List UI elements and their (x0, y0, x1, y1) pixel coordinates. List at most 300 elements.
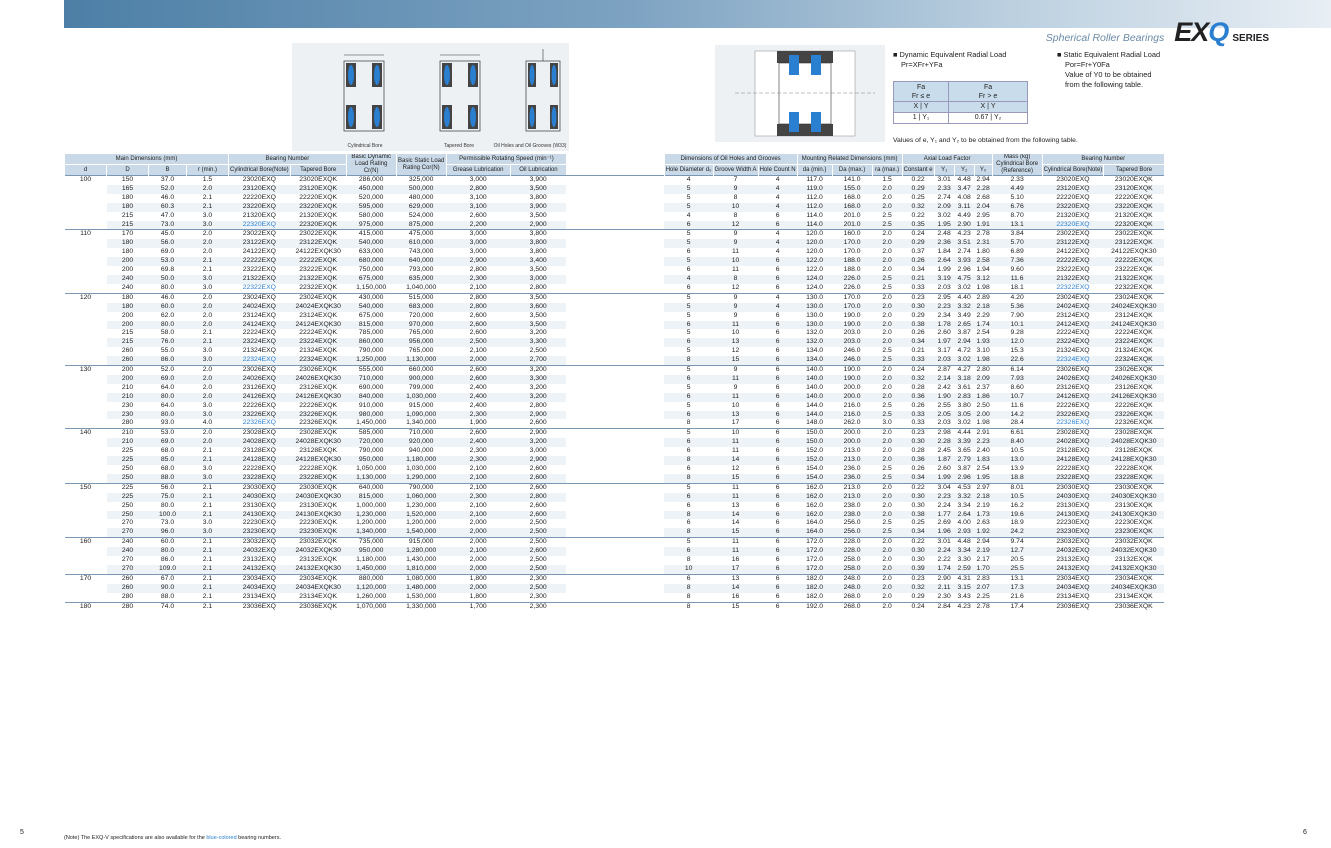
cell-Da: 226.0 (843, 283, 861, 291)
cell-e: 0.28 (911, 447, 925, 455)
cell-y2: 4.23 (954, 230, 974, 239)
cell-holecount: 6 (758, 493, 797, 502)
cell-e: 0.34 (902, 338, 934, 347)
cell-mass: 13.1 (992, 221, 1042, 230)
cell-gap (566, 257, 664, 266)
cell-cyl2: 23026EXQ (1042, 366, 1104, 375)
cell-y2: 3.87 (957, 465, 971, 472)
cell-B: 74.0 (149, 602, 187, 611)
cell-y2: 4.48 (954, 538, 974, 547)
cell-grease: 2,200 (446, 221, 510, 230)
cell-tap: 23030EXQK (290, 483, 346, 492)
cell-mass: 5.70 (992, 239, 1042, 248)
cell-grease: 2,800 (446, 185, 510, 194)
cell-y1: 2.09 (934, 203, 954, 212)
cell-r: 2.1 (202, 556, 213, 564)
cell-y1: 2.48 (934, 230, 954, 239)
cell-y1: 2.87 (934, 366, 954, 375)
cell-cyl2: 23036EXQ (1042, 602, 1104, 611)
cell-D: 260 (107, 574, 149, 583)
cell-r: 2.1 (187, 584, 229, 593)
cell-B: 73.0 (160, 519, 175, 527)
cell-da: 122.0 (797, 257, 832, 266)
cell-holecount: 6 (758, 565, 797, 574)
cell-y1: 1.78 (934, 321, 954, 330)
cell-cyl: 24034EXQ (229, 584, 291, 593)
brand-series: SERIES (1232, 33, 1269, 44)
cell-cyl: 22220EXQ (242, 193, 276, 201)
cell-holecount: 6 (775, 211, 780, 219)
cell-r: 2.0 (187, 303, 229, 312)
cell-tap: 23132EXQK (299, 556, 338, 564)
cell-e: 0.22 (902, 538, 934, 547)
cell-cyl: 23130EXQ (242, 501, 276, 509)
cell-mass: 10.5 (1010, 447, 1024, 455)
cell-tap: 24030EXQK30 (290, 493, 346, 502)
cell-oil: 3,000 (529, 447, 547, 455)
cell-r: 1.5 (187, 176, 229, 185)
cell-cyl2: 23024EXQ (1042, 293, 1104, 302)
cell-y0: 2.17 (976, 556, 990, 564)
cell-cyl2: 24032EXQ (1042, 547, 1104, 556)
cell-mass: 8.60 (1010, 383, 1024, 391)
cell-e: 0.37 (911, 248, 925, 256)
th-mount: Mounting Related Dimensions (mm) (797, 154, 902, 165)
cell-y2: 2.96 (954, 474, 974, 483)
cell-r: 2.0 (202, 383, 213, 391)
cell-stat: 1,330,000 (396, 602, 446, 611)
cell-stat: 1,340,000 (406, 419, 437, 427)
cell-ra: 2.0 (882, 556, 892, 564)
table-row (65, 411, 1164, 420)
cell-B: 60.0 (149, 303, 187, 312)
cell-dyn: 860,000 (346, 338, 396, 347)
cell-e: 0.34 (902, 474, 934, 483)
cell-y2: 2.79 (954, 456, 974, 465)
cell-e: 0.26 (911, 465, 925, 472)
cell-y2: 4.00 (957, 519, 971, 527)
cell-r: 3.0 (202, 283, 213, 291)
cell-e: 0.26 (911, 329, 925, 337)
cell-e: 0.33 (902, 411, 934, 420)
cell-stat: 793,000 (408, 266, 434, 274)
cell-cyl: 23028EXQ (229, 429, 291, 438)
cell-holecount: 6 (775, 556, 780, 564)
cell-r: 2.0 (187, 393, 229, 402)
cell-oil: 2,600 (529, 501, 547, 509)
cell-holecount: 6 (758, 538, 797, 547)
cell-gap (566, 212, 664, 221)
cell-tap2: 23132EXQK (1114, 556, 1153, 564)
cell-y2: 2.65 (954, 321, 974, 330)
cell-y0: 2.95 (976, 211, 990, 219)
cell-holecount: 6 (775, 447, 780, 455)
cell-y1: 2.03 (937, 283, 951, 291)
x2-label: X (980, 103, 986, 110)
cell-Da: 268.0 (832, 602, 872, 611)
table-row (65, 593, 1164, 602)
cell-grease: 3,000 (446, 239, 510, 248)
x-head: X | Y (894, 102, 949, 113)
cell-y2: 3.47 (954, 185, 974, 194)
th-hole: Hole Diameter d₀ (664, 165, 713, 176)
cell-dyn: 840,000 (346, 393, 396, 402)
cell-cyl: 21320EXQ (242, 211, 276, 219)
cell-gap (566, 493, 664, 502)
cell-grease: 1,700 (446, 602, 510, 611)
cell-gap (566, 483, 664, 492)
cell-tap2: 23024EXQK (1104, 293, 1164, 302)
cell-Da: 216.0 (843, 401, 861, 409)
cell-y0: 2.18 (974, 493, 992, 502)
cell-holecount: 6 (758, 275, 797, 284)
cell-holecount: 4 (775, 193, 780, 201)
th-Da: Da (max.) (832, 165, 872, 176)
cell-y2: 3.18 (954, 375, 974, 384)
x2: 0.67 (974, 114, 989, 121)
cell-cyl: 22320EXQ (229, 221, 291, 230)
cell-cyl2: 22224EXQ (1056, 329, 1090, 337)
cell-B: 37.0 (149, 176, 187, 185)
cell-da: 172.0 (806, 556, 824, 564)
cell-grease: 2,300 (446, 456, 510, 465)
page-number-right: 6 (1303, 829, 1307, 836)
cell-stat: 610,000 (396, 239, 446, 248)
cell-y1: 3.01 (934, 176, 954, 185)
cell-D: 270 (107, 528, 149, 537)
cell-y2: 3.34 (954, 547, 974, 556)
cell-y2: 3.43 (957, 592, 971, 600)
cell-B: 53.0 (149, 257, 187, 266)
cell-dyn: 1,000,000 (356, 501, 387, 509)
cell-Da: 200.0 (832, 438, 872, 447)
cell-grease: 1,900 (469, 419, 487, 427)
cell-gap (566, 429, 664, 438)
cell-r: 2.0 (187, 230, 229, 239)
cell-r: 2.1 (202, 447, 213, 455)
cell-B: 86.0 (160, 556, 175, 564)
cell-gap (566, 447, 664, 456)
table-row (65, 556, 1164, 565)
cell-dyn: 690,000 (358, 383, 384, 391)
y2-label: Y (990, 103, 996, 110)
cell-dyn: 1,150,000 (356, 283, 387, 291)
cell-e: 0.32 (902, 203, 934, 212)
cell-cyl2: 24124EXQ (1042, 321, 1104, 330)
cell-D: 260 (107, 356, 149, 365)
cell-grease: 2,300 (446, 275, 510, 284)
cell-y1: 2.69 (937, 519, 951, 527)
cell-mass: 8.40 (992, 438, 1042, 447)
cell-D: 280 (107, 602, 149, 611)
cell-mass: 8.01 (992, 483, 1042, 492)
cell-tap2: 24128EXQK30 (1104, 456, 1164, 465)
cell-D: 170 (107, 230, 149, 239)
cell-gap (566, 293, 664, 302)
cell-tap: 23036EXQK (290, 602, 346, 611)
x1-label: X (913, 103, 919, 110)
cell-ra: 2.5 (882, 519, 892, 527)
cell-tap2: 22320EXQK (1104, 221, 1164, 230)
cell-y2: 2.90 (954, 221, 974, 230)
cell-y0: 2.29 (976, 311, 990, 319)
cell-cyl2: 23020EXQ (1042, 176, 1104, 185)
cell-cyl2: 23220EXQ (1042, 203, 1104, 212)
brand-wordmark (1174, 17, 1228, 48)
cell-r: 2.0 (187, 185, 229, 194)
cell-y2: 4.48 (954, 176, 974, 185)
cell-Da: 216.0 (832, 411, 872, 420)
cell-groove: 13 (731, 501, 740, 509)
cell-y0: 1.98 (976, 283, 990, 291)
cell-cyl: 23024EXQ (229, 293, 291, 302)
cell-mass: 7.93 (992, 375, 1042, 384)
cell-groove: 12 (731, 465, 740, 472)
cell-e: 0.32 (902, 375, 934, 384)
cell-y2: 3.11 (954, 203, 974, 212)
cell-ra: 2.0 (872, 574, 902, 583)
table-row (65, 293, 1164, 302)
cell-gap (566, 321, 664, 330)
dynamic-formula: Pr=XFr+YFa (901, 60, 943, 69)
cell-hole: 8 (664, 474, 713, 483)
cell-grease: 2,600 (469, 329, 487, 337)
cell-da: 182.0 (806, 592, 824, 600)
cell-y1: 2.74 (937, 193, 951, 201)
cell-gap (566, 356, 664, 365)
table-row (65, 284, 1164, 293)
cell-holecount: 6 (758, 474, 797, 483)
brand-ex: EX (1174, 17, 1209, 47)
cell-hole: 5 (664, 429, 713, 438)
cell-gap (566, 203, 664, 212)
cell-y0: 1.73 (974, 511, 992, 520)
cell-cyl: 23020EXQ (229, 176, 291, 185)
cell-e: 0.29 (902, 239, 934, 248)
cell-mass: 8.70 (1010, 211, 1024, 219)
cell-tap: 24126EXQK30 (290, 393, 346, 402)
cell-D: 280 (121, 592, 134, 600)
cell-dyn: 555,000 (346, 366, 396, 375)
cell-groove: 11 (713, 538, 758, 547)
cell-oil: 2,600 (510, 547, 566, 556)
cell-oil: 3,500 (510, 321, 566, 330)
cell-oil: 2,300 (510, 602, 566, 611)
cell-da: 162.0 (797, 493, 832, 502)
cell-grease: 1,800 (446, 574, 510, 583)
cell-D: 200 (107, 321, 149, 330)
cell-stat: 1,060,000 (396, 493, 446, 502)
cell-groove: 10 (713, 429, 758, 438)
cell-dyn: 1,050,000 (356, 465, 387, 472)
cell-gap (566, 502, 664, 511)
cell-hole: 6 (686, 283, 691, 291)
th-oil-lub: Oil Lubrication (510, 165, 566, 176)
cell-holecount: 4 (758, 303, 797, 312)
cell-groove: 9 (713, 185, 758, 194)
cell-tap: 22230EXQK (299, 519, 338, 527)
cell-Da: 248.0 (832, 584, 872, 593)
cell-cyl: 23134EXQ (242, 592, 276, 600)
cell-y0: 2.25 (976, 592, 990, 600)
cell-cyl: 23220EXQ (229, 203, 291, 212)
cell-ra: 2.5 (882, 401, 892, 409)
cell-gap (566, 402, 664, 411)
cell-e: 0.21 (911, 347, 925, 355)
cell-oil: 3,500 (510, 185, 566, 194)
cell-ra: 2.0 (872, 203, 902, 212)
cell-D: 225 (107, 493, 149, 502)
cell-dyn: 815,000 (346, 493, 396, 502)
cell-B: 56.0 (149, 483, 187, 492)
cell-dyn: 750,000 (358, 266, 384, 274)
cell-oil: 2,800 (510, 493, 566, 502)
cell-groove: 10 (731, 329, 740, 337)
cell-oil: 2,500 (510, 528, 566, 537)
cell-mass: 19.6 (992, 511, 1042, 520)
cell-D: 150 (107, 176, 149, 185)
cell-Da: 160.0 (832, 230, 872, 239)
cell-da: 120.0 (797, 239, 832, 248)
cell-ra: 2.0 (872, 293, 902, 302)
cell-Da: 168.0 (832, 203, 872, 212)
cell-holecount: 6 (758, 321, 797, 330)
cell-Da: 141.0 (832, 176, 872, 185)
cell-ra: 2.5 (872, 275, 902, 284)
cell-e: 0.38 (902, 321, 934, 330)
cell-mass: 25.5 (992, 565, 1042, 574)
cell-grease: 2,000 (446, 528, 510, 537)
cell-holecount: 6 (758, 547, 797, 556)
cell-stat: 875,000 (396, 221, 446, 230)
th-dyn-rating: Basic Dynamic Load Rating Cr(N) (346, 154, 396, 176)
cell-holecount: 4 (758, 185, 797, 194)
cell-y1: 3.01 (934, 538, 954, 547)
cell-y1: 2.60 (937, 329, 951, 337)
cell-tap: 22222EXQK (290, 257, 346, 266)
cell-Da: 188.0 (832, 257, 872, 266)
th-D: D (107, 165, 149, 176)
cell-stat: 480,000 (408, 193, 434, 201)
cell-r: 2.0 (187, 438, 229, 447)
cell-holecount: 4 (775, 248, 780, 256)
cell-da: 152.0 (797, 456, 832, 465)
cell-gap (566, 593, 664, 602)
cell-dyn: 540,000 (346, 239, 396, 248)
cell-holecount: 6 (775, 283, 780, 291)
cell-mass: 13.9 (1010, 465, 1024, 472)
cell-da: 172.0 (797, 538, 832, 547)
cell-oil: 2,500 (529, 519, 547, 527)
caption-tapered: Tapered Bore (443, 143, 475, 149)
cell-cyl2: 24130EXQ (1042, 511, 1104, 520)
cell-hole: 4 (664, 176, 713, 185)
cell-tap2: 22222EXQK (1104, 257, 1164, 266)
cell-tap2: 22226EXQK (1114, 401, 1153, 409)
cell-ra: 2.0 (882, 193, 892, 201)
caption-oil-holes: Oil Holes and Oil Grooves (W33) (493, 143, 567, 149)
cell-oil: 3,500 (529, 211, 547, 219)
cell-mass: 4.49 (992, 185, 1042, 194)
cell-Da: 213.0 (832, 483, 872, 492)
cell-dyn: 910,000 (358, 401, 384, 409)
cell-cyl2: 21322EXQ (1042, 275, 1104, 284)
cell-hole: 6 (664, 321, 713, 330)
cell-y2: 3.93 (954, 257, 974, 266)
cell-ra: 2.0 (882, 266, 892, 274)
cell-D: 165 (107, 185, 149, 194)
cell-hole: 5 (664, 538, 713, 547)
cell-e: 0.29 (911, 311, 925, 319)
cell-cyl2: 22324EXQ (1042, 356, 1104, 365)
cell-y1: 2.60 (937, 465, 951, 472)
table-row (65, 429, 1164, 438)
static-note-2: from the following table. (1065, 80, 1144, 89)
cell-stat: 1,180,000 (396, 456, 446, 465)
cell-e: 0.33 (902, 356, 934, 365)
cell-D: 215 (107, 221, 149, 230)
cell-r: 3.0 (187, 356, 229, 365)
cell-groove: 11 (713, 321, 758, 330)
cell-tap: 23026EXQK (290, 366, 346, 375)
cell-D: 180 (107, 303, 149, 312)
cell-oil: 3,300 (510, 375, 566, 384)
cell-cyl2: 22220EXQ (1056, 193, 1090, 201)
cell-gap (566, 347, 664, 356)
cell-D: 250 (107, 511, 149, 520)
cell-cyl2: 23028EXQ (1042, 429, 1104, 438)
cell-y1: 1.77 (934, 511, 954, 520)
cell-mass: 22.6 (992, 356, 1042, 365)
cell-ra: 2.0 (872, 565, 902, 574)
cell-e: 0.33 (911, 283, 925, 291)
cell-Da: 155.0 (832, 185, 872, 194)
cell-da: 150.0 (797, 429, 832, 438)
cell-y1: 2.42 (937, 383, 951, 391)
cell-hole: 6 (686, 266, 691, 274)
cell-stat: 920,000 (396, 438, 446, 447)
th-mass: Mass (kg) Cylindrical Bore (Reference) (992, 154, 1042, 176)
cell-holecount: 6 (758, 375, 797, 384)
cell-groove: 12 (731, 283, 740, 291)
caption-cylindrical: Cylindrical Bore (347, 143, 383, 149)
cell-holecount: 6 (775, 419, 780, 427)
cell-gap (566, 602, 664, 611)
cell-groove: 10 (713, 203, 758, 212)
cell-Da: 268.0 (843, 592, 861, 600)
cell-cyl: 22230EXQ (242, 519, 276, 527)
cell-tap: 22228EXQK (299, 465, 338, 472)
cell-cyl2: 24024EXQ (1042, 303, 1104, 312)
cell-groove: 13 (713, 574, 758, 583)
cell-B: 76.0 (149, 338, 187, 347)
cell-tap: 23124EXQK (299, 311, 338, 319)
cell-cyl: 23030EXQ (229, 483, 291, 492)
cell-holecount: 6 (758, 338, 797, 347)
cell-gap (566, 384, 664, 393)
cell-da: 182.0 (797, 584, 832, 593)
cell-dyn: 675,000 (358, 311, 384, 319)
cell-holecount: 4 (758, 293, 797, 302)
cell-oil: 3,900 (510, 203, 566, 212)
table-row (65, 221, 1164, 230)
cell-ra: 2.5 (872, 356, 902, 365)
cell-mass: 13.0 (992, 456, 1042, 465)
cell-groove: 16 (731, 592, 740, 600)
cell-oil: 2,500 (529, 347, 547, 355)
cell-Da: 190.0 (843, 311, 861, 319)
cell-oil: 3,900 (510, 176, 566, 185)
